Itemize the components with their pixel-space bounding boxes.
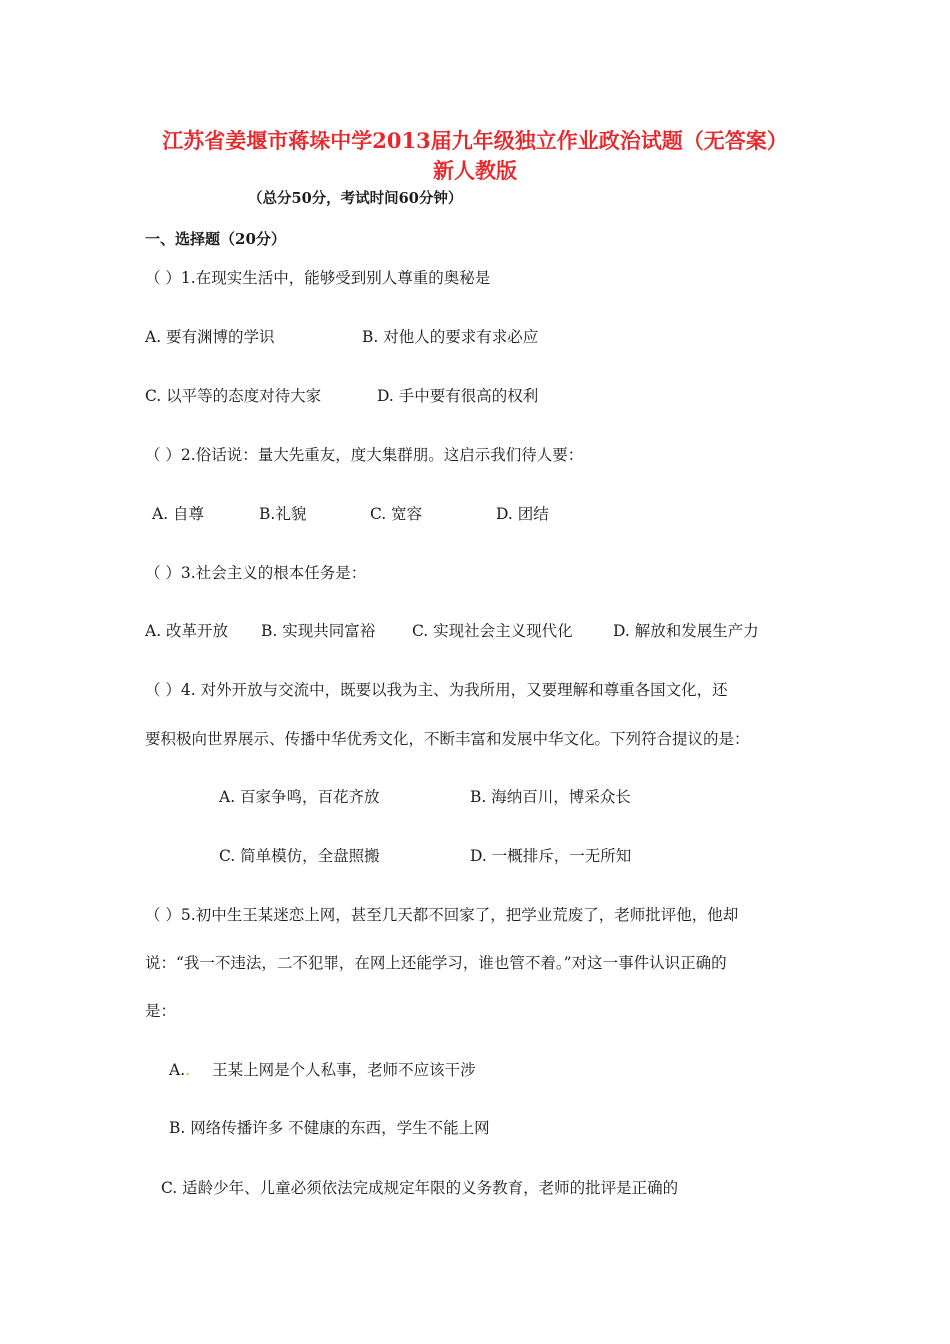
q5-stem-line3: 是： bbox=[145, 1002, 177, 1020]
q3-option-c: C. 实现社会主义现代化 bbox=[412, 622, 573, 640]
q5-stem-line1: （ ）5.初中生王某迷恋上网，甚至几天都不回家了，把学业荒废了，老师批评他，他却 bbox=[145, 906, 739, 924]
q3-option-d: D. 解放和发展生产力 bbox=[613, 622, 759, 640]
section-heading: 一、选择题（20分） bbox=[145, 230, 286, 248]
q4-option-a: A. 百家争鸣，百花齐放 bbox=[219, 788, 380, 806]
q1-option-a: A. 要有渊博的学识 bbox=[145, 328, 275, 346]
q5-option-c: C. 适龄少年、儿童必须依法完成规定年限的义务教育，老师的批评是正确的 bbox=[161, 1179, 679, 1197]
q1-option-c: C. 以平等的态度对待大家 bbox=[145, 387, 322, 405]
q1-option-b: B. 对他人的要求有求必应 bbox=[362, 328, 539, 346]
q2-option-c: C. 宽容 bbox=[370, 505, 423, 523]
q5-option-a-text: 王某上网是个人私事，老师不应该干涉 bbox=[212, 1061, 476, 1079]
q5-option-a-label: A. bbox=[169, 1061, 186, 1079]
q2-option-a: A. 自尊 bbox=[152, 505, 205, 523]
q3-option-b: B. 实现共同富裕 bbox=[261, 622, 376, 640]
document-title-line1: 江苏省姜堰市蒋垛中学2013届九年级独立作业政治试题（无答案） bbox=[162, 128, 788, 153]
document-subtitle: （总分50分，考试时间60分钟） bbox=[248, 190, 463, 207]
q4-stem-line2: 要积极向世界展示、传播中华优秀文化，不断丰富和发展中华文化。下列符合提议的是： bbox=[145, 730, 750, 748]
q5-option-a-dot: . bbox=[185, 1061, 191, 1079]
q3-option-a: A. 改革开放 bbox=[145, 622, 229, 640]
q2-stem: （ ）2.俗话说：量大先重友，度大集群朋。这启示我们待人要： bbox=[145, 446, 584, 464]
q4-option-b: B. 海纳百川，博采众长 bbox=[470, 788, 631, 806]
q5-option-a bbox=[169, 1060, 476, 1080]
q2-option-d: D. 团结 bbox=[496, 505, 549, 523]
q5-stem-line2: 说：“我一不违法，二不犯罪，在网上还能学习，谁也管不着。”对这一事件认识正确的 bbox=[145, 954, 727, 972]
q3-stem: （ ）3.社会主义的根本任务是： bbox=[145, 564, 367, 582]
q2-option-b: B.礼貌 bbox=[259, 505, 307, 523]
q4-stem-line1: （ ）4. 对外开放与交流中，既要以我为主、为我所用，又要理解和尊重各国文化，还 bbox=[145, 681, 728, 699]
q4-option-c: C. 简单模仿，全盘照搬 bbox=[219, 847, 380, 865]
document-title-line2: 新人教版 bbox=[433, 158, 517, 183]
q5-option-b: B. 网络传播许多 不健康的东西，学生不能上网 bbox=[169, 1119, 490, 1137]
q1-stem: （ ）1.在现实生活中，能够受到别人尊重的奥秘是 bbox=[145, 269, 491, 287]
q1-option-d: D. 手中要有很高的权利 bbox=[377, 387, 539, 405]
q4-option-d: D. 一概排斥，一无所知 bbox=[470, 847, 632, 865]
